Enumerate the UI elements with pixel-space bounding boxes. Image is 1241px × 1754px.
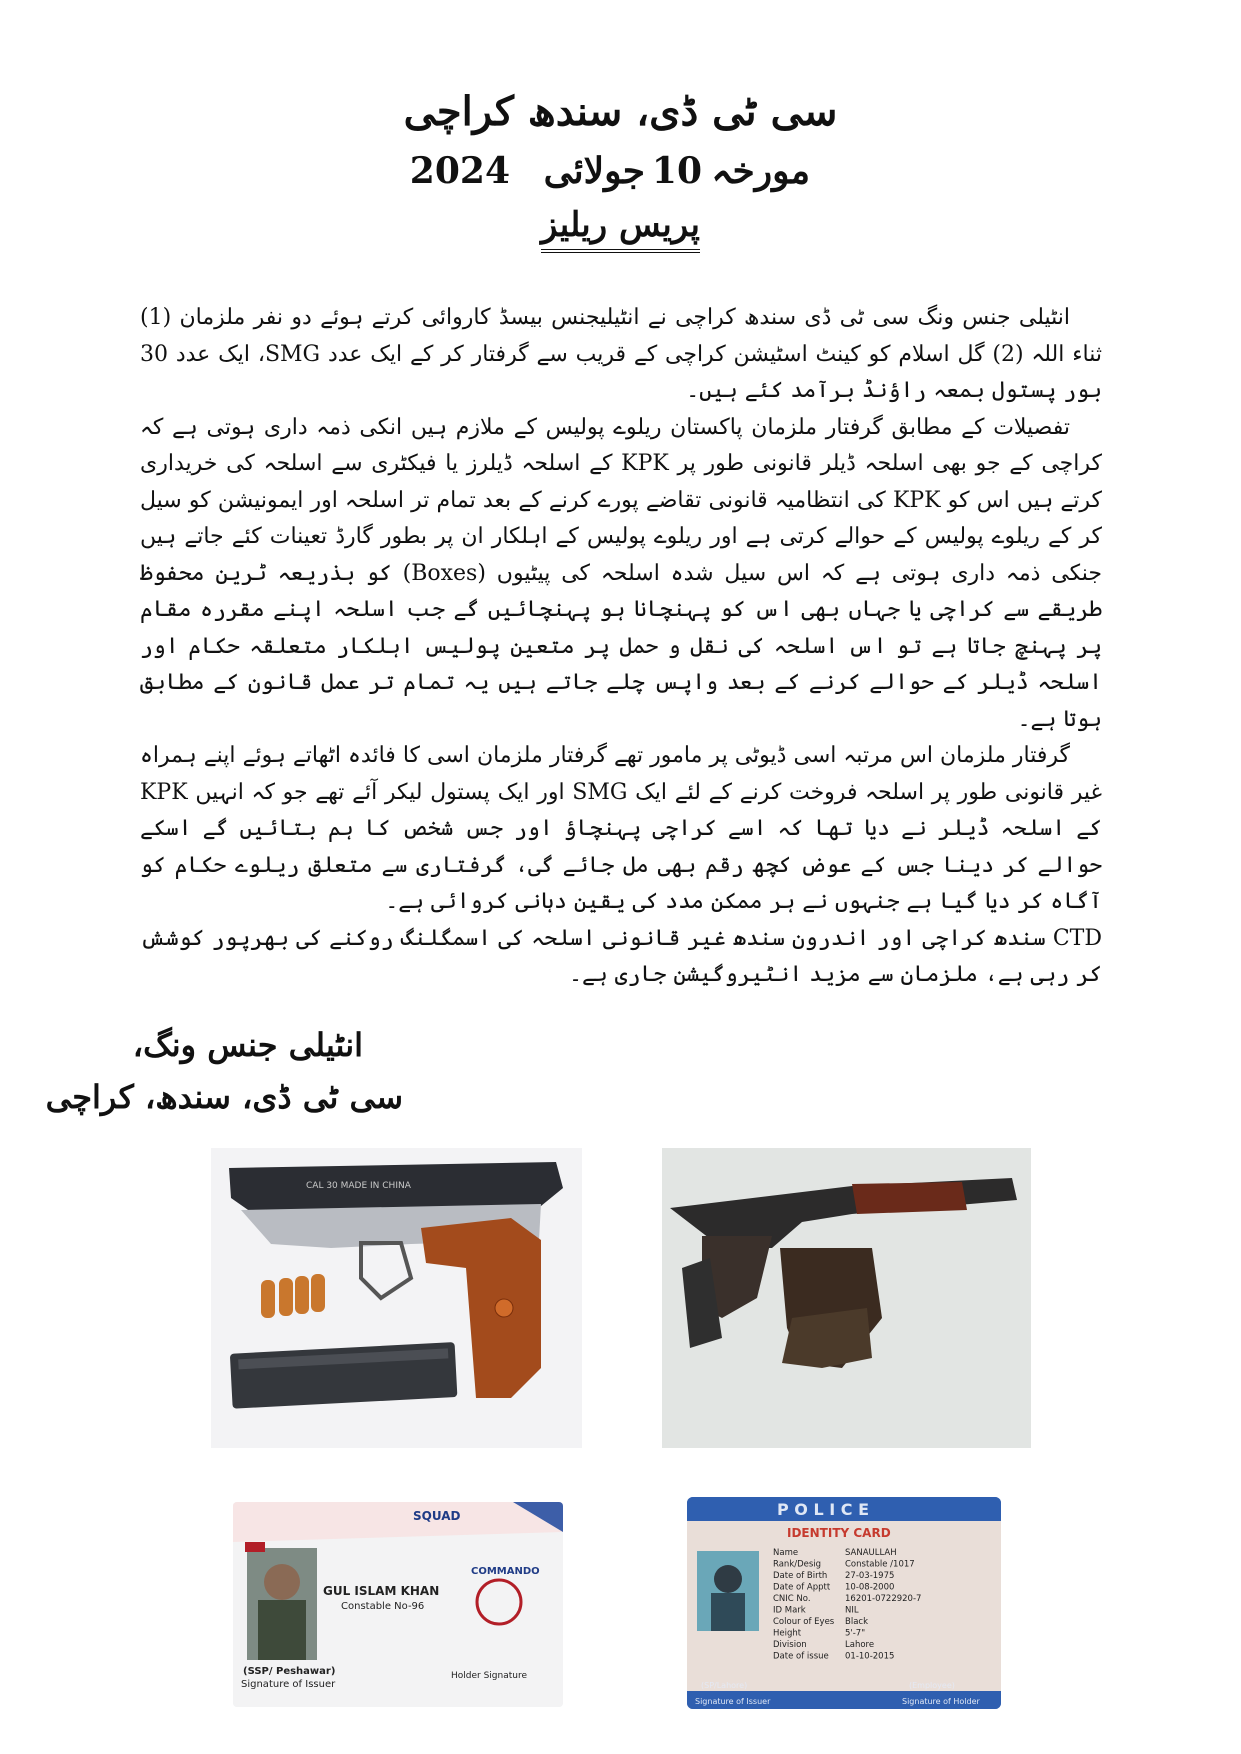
card-field-value: 01-10-2015 [845,1651,895,1662]
card-right-issuer-label: Signature of Issuer [695,1697,771,1706]
id-card-right [687,1497,1001,1709]
date-prefix: مورخہ [711,150,810,192]
card-field-value: Black [845,1617,868,1627]
paragraph-3: گرفتار ملزمان اس مرتبہ اسی ڈیوٹی پر مامور تھے گرفتار ملزمان اسی کا فائدہ اٹھاتے ہوئے اپنے ہمراہ غیر قانونی طور پر اسلحہ فروخت کرنے کے لئے ایک SMG اور ایک پستول لیکر آئے تھے جو کہ انہیں KPK کے اسلحہ ڈیلر نے دیا تھا کہ اسے کراچی پہنچاؤ اور جس شخص کا ہم بتائیں گے اسکے حوالے کر دینا جس کے عوض کچھ رقم بھی مل جائے گی، گرفتاری سے متعلق ریلوے حکام کو آگاہ کر دیا گیا ہے جنہوں نے ہر ممکن مدد کی یقین دہانی کروائی ہے۔ [140,743,1102,914]
press-release-heading [0,205,1241,253]
signature-line-1: انٹیلی جنس ونگ، [132,1026,363,1064]
card-field-value: NIL [845,1605,859,1616]
date-day: 10 [651,150,702,192]
paragraph-1: انٹیلی جنس ونگ سی ٹی ڈی سندھ کراچی نے انٹیلیجنس بیسڈ کاروائی کرتے ہوئے دو نفر ملزمان (1) ثناء اللہ (2) گل اسلام کو کینٹ اسٹیشن کراچی کے قریب سے گرفتار کر کے ایک عدد SMG، ایک عدد 30 بور پستول بمعہ راؤنڈ برآمد کئے ہیں۔ [140,305,1102,403]
card-right-holder-label: Signature of Holder [902,1697,980,1706]
card-field-label: Name [773,1548,799,1558]
paragraph-2: تفصیلات کے مطابق گرفتار ملزمان پاکستان ریلوے پولیس کے ملازم ہیں انکی ذمہ داری ہوتی ہے کہ کراچی کے جو بھی اسلحہ ڈیلر قانونی طور پر KPK کے اسلحہ ڈیلرز یا فیکٹری سے اسلحہ کی خریداری کرتے ہیں اس کو KPK کی انتظامیہ قانونی تقاضے پورے کرنے کے بعد تمام تر اسلحہ اور ایمونیشن کو سیل کر کے ریلوے پولیس کے حوالے کرتی ہے اور ریلوے پولیس کے اہلکار ان پر بطور گارڈ تعینات کئے جاتے ہیں جنکی ذمہ داری ہوتی ہے کہ اس سیل شدہ اسلحہ کی پیٹیوں (Boxes) کو بذریعہ ٹرین محفوظ طریقے سے کراچی یا جہاں بھی اس کو پہنچانا ہو پہنچائیں گے جب اسلحہ اپنے مقررہ مقام پر پہنچ جاتا ہے تو اس اسلحہ کی نقل و حمل پر متعین پولیس اہلکار متعلقہ حکام اور اسلحہ ڈیلر کے حوالے کرنے کے بعد واپس چلے جاتے ہیں یہ تمام تر عمل قانون کے مطابق ہوتا ہے۔ [140,414,1102,732]
card-field-label: ID Mark [773,1605,806,1616]
card-field-value: 16201-0722920-7 [845,1594,922,1604]
card-field-value: SANAULLAH [845,1548,897,1558]
paragraph-4: CTD سندھ کراچی اور اندرون سندھ غیر قانونی اسلحہ کی اسمگلنگ روکنے کی بھرپور کوشش کر رہی ہے، ملزمان سے مزید انٹیروگیشن جاری ہے۔ [140,925,1102,987]
date-year: 2024 [409,150,510,192]
card-field-label: Colour of Eyes [773,1617,835,1627]
card-field-label: Rank/Desig [773,1559,822,1570]
card-field-value: 27-03-1975 [845,1571,895,1581]
card-field-label: Division [773,1640,807,1650]
id-card-left [233,1502,563,1707]
smg-photo [662,1148,1031,1448]
card-left-squad: SQUAD [413,1509,461,1523]
card-field-value: 10-08-2000 [845,1582,895,1593]
press-release-body [140,300,1102,994]
card-field-label: Date of Birth [773,1571,828,1581]
card-right-police: P O L I C E [777,1500,869,1519]
card-field-value: Lahore [845,1640,875,1650]
card-left-holder-label: Holder Signature [451,1671,528,1681]
card-field-label: CNIC No. [773,1594,811,1604]
card-left-issuer-label: Signature of Issuer [241,1679,336,1690]
pistol-photo [211,1148,582,1448]
card-left-issuer: (SSP/ Peshawar) [243,1666,336,1677]
card-right-employee: (Employee) [909,1681,955,1690]
card-field-value: Constable /1017 [845,1559,915,1570]
press-release-label: پریس ریلیز [541,205,700,253]
card-field-label: Date of issue [773,1651,829,1662]
card-field-label: Height [773,1628,802,1639]
card-right-issuer: (SP/Lahore) [701,1681,748,1690]
page-title: سی ٹی ڈی، سندھ کراچی [403,88,838,135]
card-field-label: Date of Apptt [773,1582,831,1593]
card-left-name: GUL ISLAM KHAN [323,1584,440,1598]
card-left-rank: Constable No-96 [341,1601,425,1612]
card-left-commando: COMMANDO [471,1566,540,1577]
card-field-value: 5'-7" [845,1628,866,1639]
signature-line-2: سی ٹی ڈی، سندھ، کراچی [45,1078,403,1116]
card-right-type: IDENTITY CARD [787,1526,891,1540]
date-month: جولائی [543,150,645,192]
pistol-engraving: CAL 30 MADE IN CHINA [306,1181,411,1191]
date-line [409,150,820,200]
